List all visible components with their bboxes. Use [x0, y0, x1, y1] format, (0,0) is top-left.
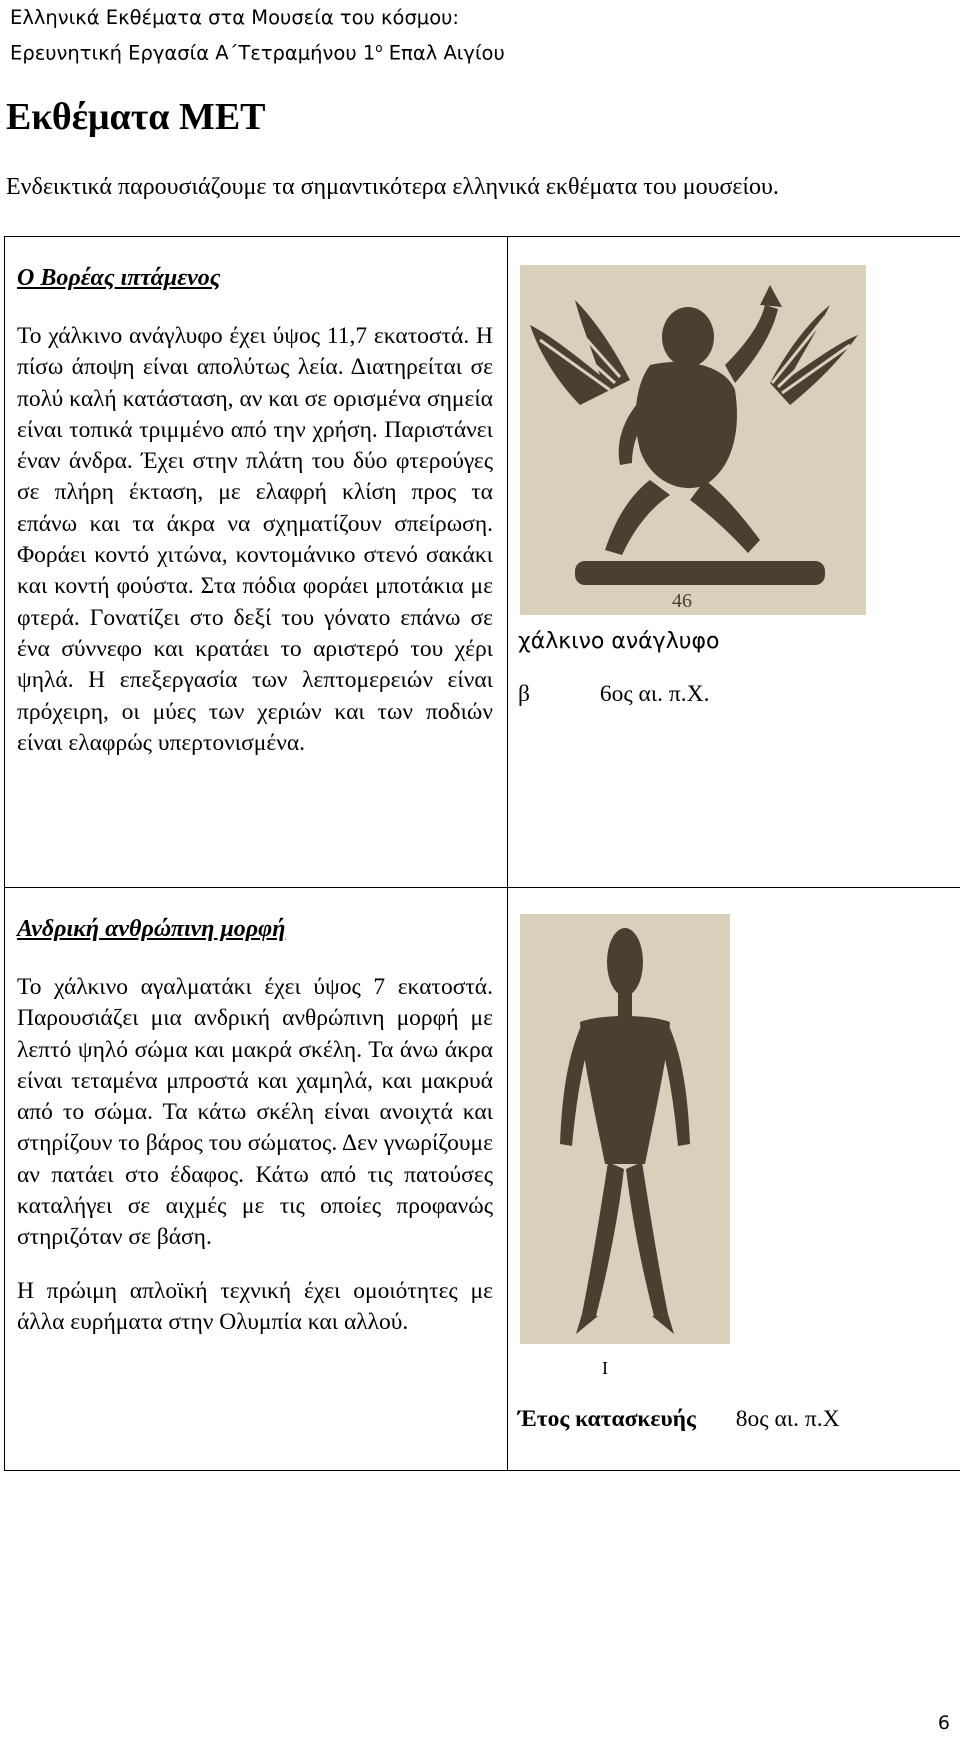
header-line-2 [10, 33, 505, 69]
exhibits-table [4, 236, 960, 1471]
exhibit-row [5, 237, 960, 888]
plate-number: 46 [672, 590, 692, 612]
date-value: 8ος αι. π.Χ [735, 1406, 840, 1432]
header-line-1: Ελληνικά Εκθέματα στα Μουσεία του κόσμου: [10, 6, 459, 29]
exhibit-description: Το χάλκινο ανάγλυφο έχει ύψος 11,7 εκατοστά. Η πίσω άποψη είναι απολύτως λεία. Διατηρείται σε πολύ καλή κατάσταση, αν και σε ορισμένα σημεία είναι τοπικά τριμμένο από την χρήση. Παριστάνει έναν άνδρα. Έχει στην πλάτη του δύο φτερούγες σε πλήρη έκταση, με ελαφρή κλίση προς τα επάνω και τα άκρα να σχηματίζουν σπείρωση. Φοράει κοντό χιτώνα, κοντομάνικο στενό σακάκι και κοντή φούστα. Στα πόδια φοράει μποτάκια με φτερά. Γονατίζει στο δεξί του γόνατο επάνω σε ένα σύννεφο και κρατάει το αριστερό του χέρι ψηλά. Η επεξεργασία των λεπτομερειών είναι πρόχειρη, οι μύες των χεριών και των ποδιών είναι ελαφρώς υπερτονισμένα. [17, 323, 493, 756]
exhibit-description: Το χάλκινο αγαλματάκι έχει ύψος 7 εκατοστά. Παρουσιάζει μια ανδρική ανθρώπινη μορφή με λεπτό ψηλό σώμα και μακρά σκέλη. Τα άνω άκρα είναι τεταμένα μπροστά και χαμηλά, και μακρυά από το σώμα. Τα κάτω σκέλη είναι ανοιχτά και στηρίζουν το βάρος του σώματος. Δεν γνωρίζουμε αν πατάει στο έδαφος. Κάτω από τις πατούσες καταλήγει σε αιχμές με τις οποίες προφανώς στηριζόταν σε βάση. [17, 974, 493, 1251]
statuette-photo [520, 914, 730, 1344]
exhibit-text-cell [5, 888, 508, 1471]
header-line-2-suffix: Επαλ Αιγίου [382, 41, 505, 65]
relief-photo [520, 265, 866, 615]
plate-number: I [602, 1358, 608, 1378]
exhibit-description-2: Η πρώιμη απλοϊκή τεχνική έχει ομοιότητες με άλλα ευρήματα στην Ολυμπία και αλλού. [17, 1277, 493, 1335]
date-prefix: β [518, 681, 530, 707]
exhibit-text-cell [5, 237, 508, 888]
header-line-2-text: Ερευνητική Εργασία Α΄Τετραμήνου 1 [10, 41, 376, 65]
winged-figure-relief-image [520, 265, 866, 615]
page-title: Εκθέματα ΜΕΤ [6, 96, 266, 138]
exhibit-caption: χάλκινο ανάγλυφο [518, 629, 720, 654]
exhibit-image-cell [508, 237, 960, 888]
date-value: 6ος αι. π.Χ. [599, 681, 710, 707]
date-label: Έτος κατασκευής [518, 1406, 696, 1432]
male-figurine-image [520, 914, 730, 1344]
intro-paragraph: Ενδεικτικά παρουσιάζουμε τα σημαντικότερα ελληνικά εκθέματα του μουσείου. [6, 174, 779, 200]
exhibit-date-row [518, 1406, 840, 1433]
exhibit-date-row [518, 681, 710, 708]
document-header [10, 2, 505, 69]
exhibit-row [5, 888, 960, 1471]
header-superscript: ο [375, 41, 383, 55]
exhibit-title: Ο Βορέας ιπτάμενος [17, 265, 221, 291]
exhibit-title: Ανδρική ανθρώπινη μορφή [17, 916, 286, 942]
exhibit-image-cell [508, 888, 960, 1471]
page-number: 6 [937, 1712, 950, 1734]
